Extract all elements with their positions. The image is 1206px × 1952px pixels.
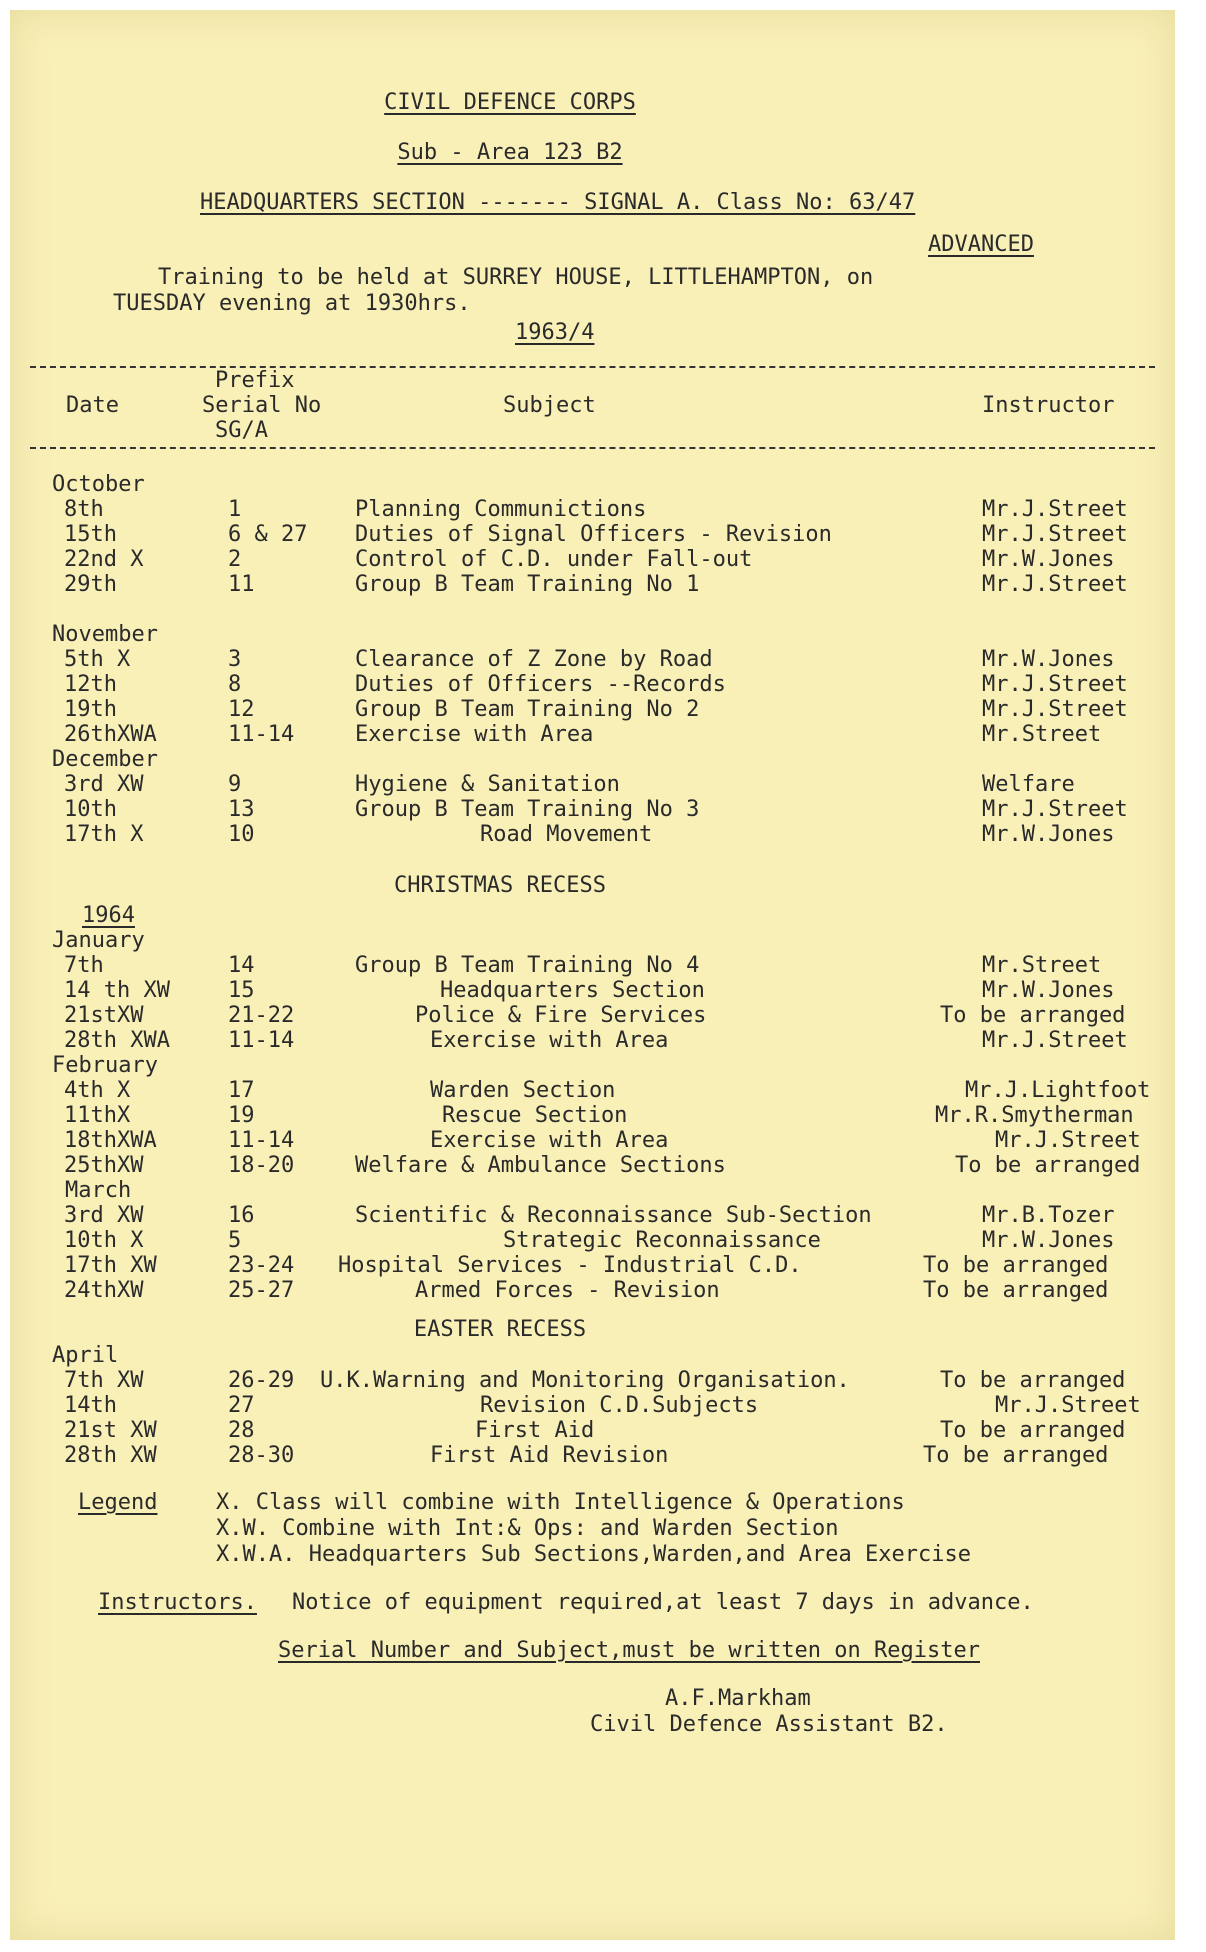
row-subject: First Aid [475,1418,595,1443]
row-date: 5th X [64,647,131,672]
row-instructor: Welfare [982,772,1075,797]
row-subject: Revision C.D.Subjects [480,1393,759,1418]
instructors-note: Notice of equipment required,at least 7 days in advance. [292,1590,1034,1615]
row-instructor: Mr.J.Street [982,497,1128,522]
month-heading: February [52,1053,158,1078]
row-instructor: Mr.J.Street [995,1393,1141,1418]
row-instructor: Mr.J.Street [982,672,1128,697]
row-subject: Exercise with Area [355,722,594,747]
row-instructor: Mr.W.Jones [982,547,1115,572]
row-subject: Strategic Reconnaissance [503,1228,821,1253]
row-subject: Clearance of Z Zone by Road [355,647,713,672]
session-year: 1963/4 [515,320,595,345]
row-subject: Road Movement [480,822,653,847]
row-date: 14th [64,1393,117,1418]
row-instructor: Mr.J.Lightfoot [965,1078,1151,1103]
row-subject: Headquarters Section [440,978,705,1003]
training-line-2: TUESDAY evening at 1930hrs. [113,291,471,316]
christmas-recess: CHRISTMAS RECESS [394,873,606,898]
header-bottom-rule [30,447,1155,449]
row-date: 17th X [64,822,144,847]
row-subject: Armed Forces - Revision [415,1278,720,1303]
row-date: 11thX [64,1103,131,1128]
row-instructor: Mr.J.Street [982,797,1128,822]
row-date: 26thXWA [64,722,157,747]
row-instructor: Mr.Street [982,953,1102,978]
row-date: 3rd XW [64,1203,144,1228]
row-subject: Hospital Services - Industrial C.D. [338,1253,802,1278]
row-serial: 2 [228,547,242,572]
row-instructor: Mr.J.Street [982,572,1128,597]
row-subject: Duties of Signal Officers - Revision [355,522,832,547]
column-date: Date [66,393,119,418]
row-subject: Hygiene & Sanitation [355,772,620,797]
row-subject: Group B Team Training No 1 [355,572,700,597]
row-serial: 6 & 27 [228,522,308,547]
row-date: 7th XW [64,1368,144,1393]
sub-area: Sub - Area 123 B2 [397,140,623,165]
row-serial: 25-27 [228,1278,295,1303]
row-serial: 14 [228,953,255,978]
row-subject: U.K.Warning and Monitoring Organisation. [320,1368,850,1393]
row-subject: Scientific & Reconnaissance Sub-Section [355,1203,872,1228]
row-serial: 9 [228,772,242,797]
row-serial: 5 [228,1228,242,1253]
row-instructor: Mr.R.Smytherman [935,1103,1134,1128]
row-instructor: Mr.J.Street [995,1128,1141,1153]
row-instructor: To be arranged [955,1153,1141,1178]
column-sga: SG/A [215,418,268,443]
row-serial: 21-22 [228,1003,295,1028]
row-serial: 28-30 [228,1443,295,1468]
row-serial: 28 [228,1418,255,1443]
row-subject: Duties of Officers --Records [355,672,726,697]
row-serial: 1 [228,497,242,522]
row-subject: Exercise with Area [430,1028,669,1053]
row-date: 21st XW [64,1418,157,1443]
row-serial: 18-20 [228,1153,295,1178]
row-subject: Group B Team Training No 4 [355,953,700,978]
row-instructor: To be arranged [940,1003,1126,1028]
signature-name: A.F.Markham [665,1686,811,1711]
row-date: 12th [64,672,117,697]
month-heading: April [52,1343,119,1368]
row-instructor: Mr.J.Street [982,522,1128,547]
row-instructor: Mr.W.Jones [982,647,1115,672]
row-date: 14 th XW [64,978,170,1003]
row-date: 7th [64,953,104,978]
row-subject: Welfare & Ambulance Sections [355,1153,726,1178]
header-top-rule [30,366,1155,368]
column-instructor: Instructor [982,393,1115,418]
row-date: 21stXW [64,1003,144,1028]
row-date: 29th [64,572,117,597]
row-date: 3rd XW [64,772,144,797]
row-subject: Control of C.D. under Fall-out [355,547,753,572]
row-serial: 12 [228,697,255,722]
row-instructor: To be arranged [940,1368,1126,1393]
row-date: 8th [64,497,104,522]
row-date: 15th [64,522,117,547]
row-date: 10th [64,797,117,822]
row-serial: 15 [228,978,255,1003]
row-instructor: To be arranged [923,1253,1109,1278]
row-date: 24thXW [64,1278,144,1303]
row-serial: 27 [228,1393,255,1418]
row-subject: First Aid Revision [430,1443,669,1468]
month-heading: March [65,1178,132,1203]
legend-line-2: X.W. Combine with Int:& Ops: and Warden Section [216,1516,839,1541]
column-serial: Serial No [202,393,322,418]
row-serial: 10 [228,822,255,847]
row-instructor: To be arranged [923,1443,1109,1468]
signature-title: Civil Defence Assistant B2. [590,1712,948,1737]
register-note: Serial Number and Subject,must be written on Register [278,1638,980,1663]
row-serial: 11-14 [228,1028,295,1053]
row-subject: Group B Team Training No 2 [355,697,700,722]
section-line: HEADQUARTERS SECTION ------- SIGNAL A. Class No: 63/47 [200,190,916,215]
row-date: 10th X [64,1228,144,1253]
month-heading: November [52,622,158,647]
row-date: 18thXWA [64,1128,157,1153]
row-instructor: Mr.B.Tozer [982,1203,1115,1228]
row-serial: 23-24 [228,1253,295,1278]
row-subject: Police & Fire Services [415,1003,707,1028]
legend-line-3: X.W.A. Headquarters Sub Sections,Warden,and Area Exercise [216,1542,971,1567]
month-heading: October [52,472,145,497]
year-heading: 1964 [82,903,135,928]
legend-line-1: X. Class will combine with Intelligence & Operations [216,1490,905,1515]
row-serial: 26-29 [228,1368,295,1393]
legend-label: Legend [78,1490,158,1515]
instructors-label: Instructors. [98,1590,257,1615]
row-serial: 19 [228,1103,255,1128]
column-prefix: Prefix [215,368,295,393]
column-subject: Subject [503,393,596,418]
easter-recess: EASTER RECESS [413,1317,587,1342]
row-date: 4th X [64,1078,131,1103]
document-sheet [10,10,1175,1940]
month-heading: January [52,928,145,953]
row-date: 19th [64,697,117,722]
row-date: 25thXW [64,1153,144,1178]
row-subject: Rescue Section [442,1103,628,1128]
row-subject: Group B Team Training No 3 [355,797,700,822]
row-instructor: Mr.J.Street [982,697,1128,722]
row-subject: Warden Section [430,1078,616,1103]
row-instructor: To be arranged [940,1418,1126,1443]
row-serial: 8 [228,672,242,697]
row-instructor: Mr.W.Jones [982,978,1115,1003]
row-instructor: To be arranged [923,1278,1109,1303]
row-subject: Exercise with Area [430,1128,669,1153]
row-date: 28th XWA [64,1028,170,1053]
training-line-1: Training to be held at SURREY HOUSE, LITTLEHAMPTON, on [158,265,874,290]
row-serial: 11 [228,572,255,597]
document-title: CIVIL DEFENCE CORPS [384,90,636,115]
row-instructor: Mr.W.Jones [982,822,1115,847]
row-date: 28th XW [64,1443,157,1468]
month-heading: December [52,747,158,772]
row-serial: 11-14 [228,1128,295,1153]
level-label: ADVANCED [928,232,1034,257]
row-serial: 16 [228,1203,255,1228]
row-serial: 3 [228,647,242,672]
row-serial: 11-14 [228,722,295,747]
row-instructor: Mr.Street [982,722,1102,747]
row-subject: Planning Communictions [355,497,647,522]
row-instructor: Mr.W.Jones [982,1228,1115,1253]
row-date: 17th XW [64,1253,157,1278]
row-date: 22nd X [64,547,144,572]
row-instructor: Mr.J.Street [982,1028,1128,1053]
row-serial: 17 [228,1078,255,1103]
row-serial: 13 [228,797,255,822]
